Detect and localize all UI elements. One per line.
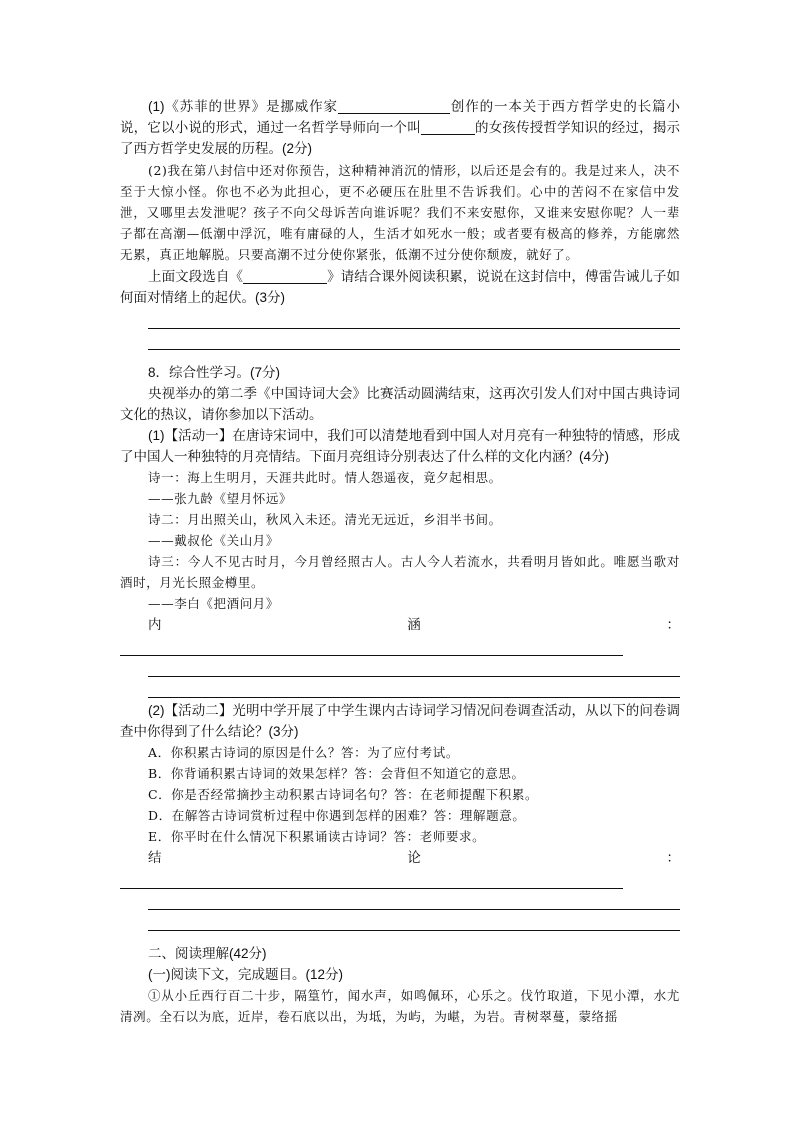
survey-option-a: A．你积累古诗词的原因是什么？答：为了应付考试。 [148,745,459,760]
question-8-title: 8．综合性学习。(7分) [148,365,281,380]
activity-2: (2)【活动二】光明中学开展了中学生课内古诗词学习情况问卷调查活动，从以下的问卷调查中你得到了什么结论？(3分) [120,703,680,739]
conclusion-label: 结 论 ： [148,850,680,865]
poem-3: 诗三：今人不见古时月，今月曾经照古人。古人今人若流水，共看明月皆如此。唯愿当歌对酒时，月光长照金樽里。 [120,554,680,590]
survey-option-e: E．你平时在什么情况下积累诵读古诗词？答：老师要求。 [148,829,486,844]
poem-2: 诗二：月出照关山，秋风入未还。清光无远近，乡泪半书间。 [148,512,502,527]
survey-option-b: B．你背诵积累古诗词的效果怎样？答：会背但不知道它的意思。 [148,766,525,781]
survey-option-c: C．你是否经常摘抄主动积累古诗词名句？答：在老师提醒下积累。 [148,787,539,802]
section-2-subtitle: (一)阅读下文，完成题目。(12分) [148,967,343,982]
activity-1: (1)【活动一】在唐诗宋词中，我们可以清楚地看到中国人对月亮有一种独特的情感，形成了中国人一种独特的月亮情结。下面月亮组诗分别表达了什么样的文化内涵？(4分) [120,428,680,464]
poem-1: 诗一：海上生明月，天涯共此时。情人怨遥夜，竟夕起相思。 [148,470,502,485]
question-8-intro: 央视举办的第二季《中国诗词大会》比赛活动圆满结束，这再次引发人们对中国古典诗词文化的热议，请你参加以下活动。 [120,386,680,422]
reading-paragraph-1: ①从小丘西行百二十步，隔篁竹，闻水声，如鸣佩环，心乐之。伐竹取道，下见小潭，水尤清冽。全石以为底，近岸，卷石底以出，为坻，为屿，为嵁，为岩。青树翠蔓，蒙络摇 [120,988,680,1024]
answer-blank-girl-name[interactable] [421,120,475,135]
answer-line[interactable] [148,308,680,329]
answer-line[interactable] [148,329,680,350]
connotation-label: 内 涵 ： [148,617,680,632]
poem-1-source: ——张九龄《望月怀远》 [148,491,293,506]
answer-blank-book[interactable] [243,269,327,284]
poem-3-source: ——李白《把酒问月》 [148,596,280,611]
answer-line[interactable] [148,910,680,931]
answer-blank-author[interactable] [338,99,450,114]
answer-line[interactable] [120,635,623,656]
question-1: (1)《苏菲的世界》是挪威作家 创作的一本关于西方哲学史的长篇小说，它以小说的形式，通过一名哲学导师向一个叫 的女孩传授哲学知识的经过，揭示了西方哲学史发展的历程。(2分) [120,99,681,156]
answer-line[interactable] [148,656,680,677]
survey-option-d: D．在解答古诗词赏析过程中你遇到怎样的困难？答：理解题意。 [148,808,526,823]
exam-page [120,96,680,1027]
answer-line[interactable] [148,889,680,910]
poem-2-source: ——戴叔伦《关山月》 [148,533,280,548]
answer-line[interactable] [148,677,680,698]
letter-passage: (2)我在第八封信中还对你预告，这种精神消沉的情形，以后还是会有的。我是过来人，决不至于大惊小怪。你也不必为此担心，更不必硬压在肚里不告诉我们。心中的苦闷不在家信中发泄，又哪里去发泄呢？孩子不向父母诉苦向谁诉呢？我们不来安慰你，又谁来安慰你呢？人一辈子都在高潮—低潮中浮沉，唯有庸碌的人，生活才如死水一般；或者要有极高的修养，方能廓然无累，真正地解脱。只要高潮不过分使你紧张，低潮不过分使你颓废，就好了。 [120,163,680,262]
section-2-title: 二、阅读理解(42分) [148,946,267,961]
question-2-prompt: 上面文段选自《 》请结合课外阅读积累，说说在这封信中，傅雷告诫儿子如何面对情绪上的起伏。(3分) [120,269,681,305]
answer-line[interactable] [120,868,623,889]
